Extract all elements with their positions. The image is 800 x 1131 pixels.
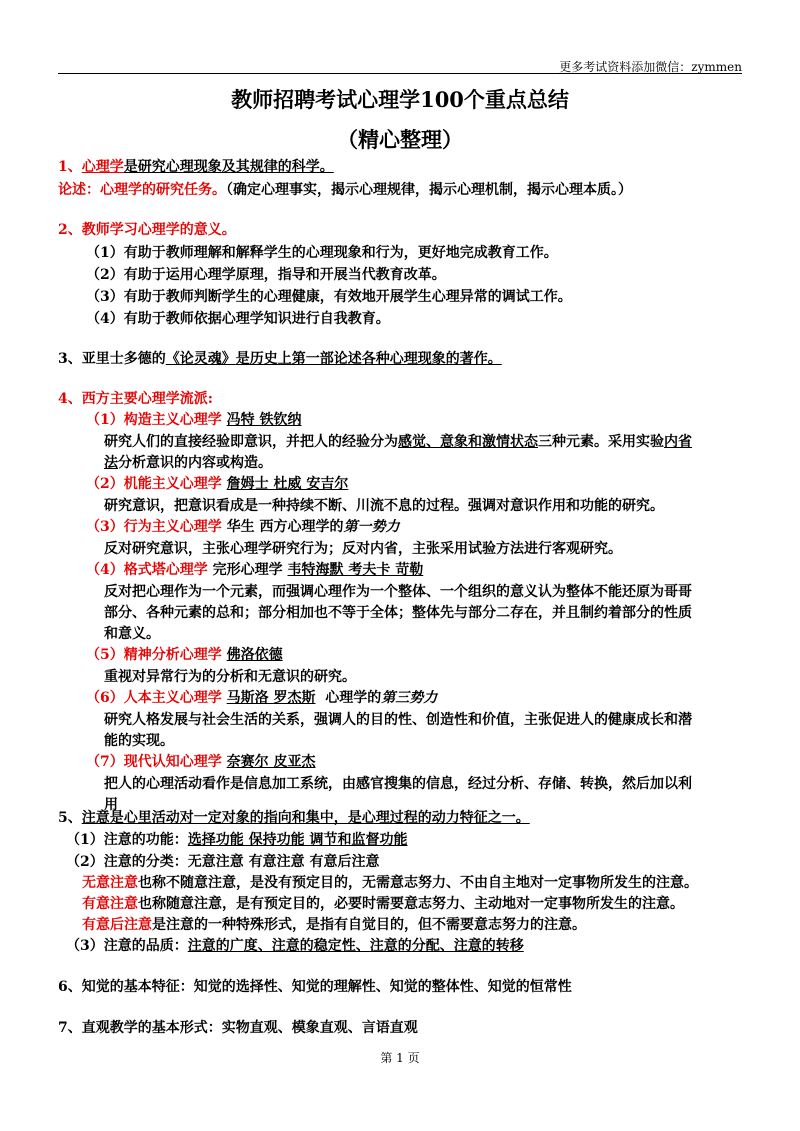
s4-p2-desc: 研究意识，把意识看成是一种持续不断、川流不息的过程。强调对意识作用和功能的研究。 xyxy=(104,498,664,514)
s3-line xyxy=(58,349,502,369)
s3-a: 3、亚里士多德的 xyxy=(58,351,166,367)
s4-p4-desc2: 部分、各种元素的总和；部分相加也不等于全体；整体先与部分二存在，并且制约着部分的性质 xyxy=(104,605,692,621)
s5-line xyxy=(58,808,530,828)
s4-p6-desc2: 能的实现。 xyxy=(104,733,174,749)
s2-heading: 2、教师学习心理学的意义。 xyxy=(58,222,236,238)
term: 有意注意 xyxy=(82,896,138,912)
s4-p4-desc1: 反对把心理作为一个元素，而强调心理作为一个整体、一个组织的意义认为整体不能还原为哥哥 xyxy=(104,584,692,600)
s2-item: （4）有助于教师依据心理学知识进行自我教育。 xyxy=(86,311,390,327)
s4-heading: 4、西方主要心理学流派: xyxy=(58,391,213,407)
school-name: （6）人本主义心理学 xyxy=(86,690,222,706)
text: 完形心理学 xyxy=(212,562,283,578)
school-name: （4）格式塔心理学 xyxy=(86,562,208,578)
s4-p3-desc: 反对研究意识，主张心理学研究行为；反对内省，主张采用试验方法进行客观研究。 xyxy=(104,541,622,557)
text: 研究人们的直接经验即意识，并把人的经验分为 xyxy=(104,434,398,450)
s5-cat1 xyxy=(82,873,698,893)
text-underlined: 选择功能 保持功能 调节和监督功能 xyxy=(187,832,408,848)
text: 是注意的一种特殊形式，是指有自觉目的，但不需要意志努力的注意。 xyxy=(152,917,586,933)
document-subtitle: （精心整理） xyxy=(337,127,463,152)
s1-lun-line xyxy=(58,180,632,200)
s4-p7-title xyxy=(86,752,316,772)
s3-book: 《论灵魂》 xyxy=(165,351,236,367)
text: 也称随意注意，是有预定目的，必要时需要意志努力、主动地对一定事物所发生的注意。 xyxy=(138,896,684,912)
school-people: 华生 西方心理学的 xyxy=(226,519,344,535)
s4-p1-title xyxy=(86,410,302,430)
term: 有意后注意 xyxy=(82,917,152,933)
s4-p6-title xyxy=(86,688,437,708)
school-people: 詹姆士 杜威 安吉尔 xyxy=(226,476,349,492)
text: （1）注意的功能： xyxy=(66,832,188,848)
s4-p1-desc1 xyxy=(104,432,692,452)
text: 分析意识的内容或构造。 xyxy=(118,455,272,471)
text: 5、 xyxy=(58,810,82,826)
s4-p1-desc2 xyxy=(104,453,272,473)
s5-cat2 xyxy=(82,894,684,914)
school-people: 佛洛依德 xyxy=(226,647,283,663)
text-underlined: 注意的广度、注意的稳定性、注意的分配、注意的转移 xyxy=(187,938,524,954)
school-people: 冯特 铁钦纳 xyxy=(226,412,302,428)
s2-item: （2）有助于运用心理学原理，指导和开展当代教育改革。 xyxy=(86,267,446,283)
s5-categories: （2）注意的分类：无意注意 有意注意 有意后注意 xyxy=(66,854,380,870)
header-note: 更多考试资料添加微信：zymmen xyxy=(559,60,742,74)
text: 三种元素。采用实验 xyxy=(538,434,664,450)
school-people: 韦特海默 考夫卡 苛勒 xyxy=(287,562,424,578)
s4-p4-title xyxy=(86,560,423,580)
s6-line: 6、知觉的基本特征：知觉的选择性、知觉的理解性、知觉的整体性、知觉的恒常性 xyxy=(58,979,572,995)
s7-line: 7、直观教学的基本形式：实物直观、模象直观、言语直观 xyxy=(58,1020,418,1036)
text-underlined: 内省 xyxy=(664,434,692,450)
text: 也称不随意注意，是没有预定目的，无需意志努力、不由自主地对一定事物所发生的注意。 xyxy=(138,875,698,891)
s4-p6-desc1: 研究人格发展与社会生活的关系，强调人的目的性、创造性和价值，主张促进人的健康成长和潜 xyxy=(104,712,692,728)
school-people: 马斯洛 罗杰斯 xyxy=(226,690,316,706)
s2-item: （3）有助于教师判断学生的心理健康，有效地开展学生心理异常的调试工作。 xyxy=(86,289,572,305)
school-people: 奈赛尔 皮亚杰 xyxy=(226,754,316,770)
s1-rest: 是研究心理现象及其规律的科学。 xyxy=(123,159,334,175)
text-underlined: 注意是心里活动对一定对象的指向和集中，是心理过程的动力特征之一。 xyxy=(81,810,530,826)
s1-lun-label: 论述：心理学的研究任务。 xyxy=(58,182,226,198)
s4-p4-desc3: 和意义。 xyxy=(104,626,160,642)
s2-item: （1）有助于教师理解和解释学生的心理现象和行为，更好地完成教育工作。 xyxy=(86,245,558,261)
text-underlined: 感觉、意象和激情状态 xyxy=(398,434,538,450)
s4-p5-desc: 重视对异常行为的分析和无意识的研究。 xyxy=(104,669,356,685)
s5-function xyxy=(66,830,408,850)
document-title: 教师招聘考试心理学100个重点总结 xyxy=(231,87,569,112)
s3-c: 是历史上第一部论述各种心理现象的著作。 xyxy=(235,351,502,367)
school-name: （3）行为主义心理学 xyxy=(86,519,222,535)
s1-term: 心理学 xyxy=(81,159,124,175)
s5-cat3 xyxy=(82,915,586,935)
s4-p7-desc2: 用 xyxy=(104,797,118,813)
s4-p7-desc1: 把人的心理活动看作是信息加工系统，由感官搜集的信息，经过分析、存储、转换，然后加以利 xyxy=(104,776,692,792)
school-name: （2）机能主义心理学 xyxy=(86,476,222,492)
force-label: 第一势力 xyxy=(343,519,400,535)
s5-quality xyxy=(66,936,524,956)
s1-num: 1、 xyxy=(58,159,82,175)
header-rule xyxy=(58,73,742,74)
school-name: （1）构造主义心理学 xyxy=(86,412,222,428)
term: 无意注意 xyxy=(82,875,138,891)
s4-p2-title xyxy=(86,474,348,494)
s1-line xyxy=(58,157,334,177)
school-name: （5）精神分析心理学 xyxy=(86,647,222,663)
text-underlined: 法 xyxy=(104,455,118,471)
s4-p5-title xyxy=(86,645,283,665)
force-label: 第三势力 xyxy=(381,690,438,706)
text: （3）注意的品质： xyxy=(66,938,188,954)
s1-lun-text: （确定心理事实，揭示心理规律，揭示心理机制，揭示心理本质。） xyxy=(226,182,632,198)
page-number: 第 1 页 xyxy=(380,1051,420,1065)
text: 心理学的 xyxy=(325,690,382,706)
s4-p3-title xyxy=(86,517,400,537)
school-name: （7）现代认知心理学 xyxy=(86,754,222,770)
